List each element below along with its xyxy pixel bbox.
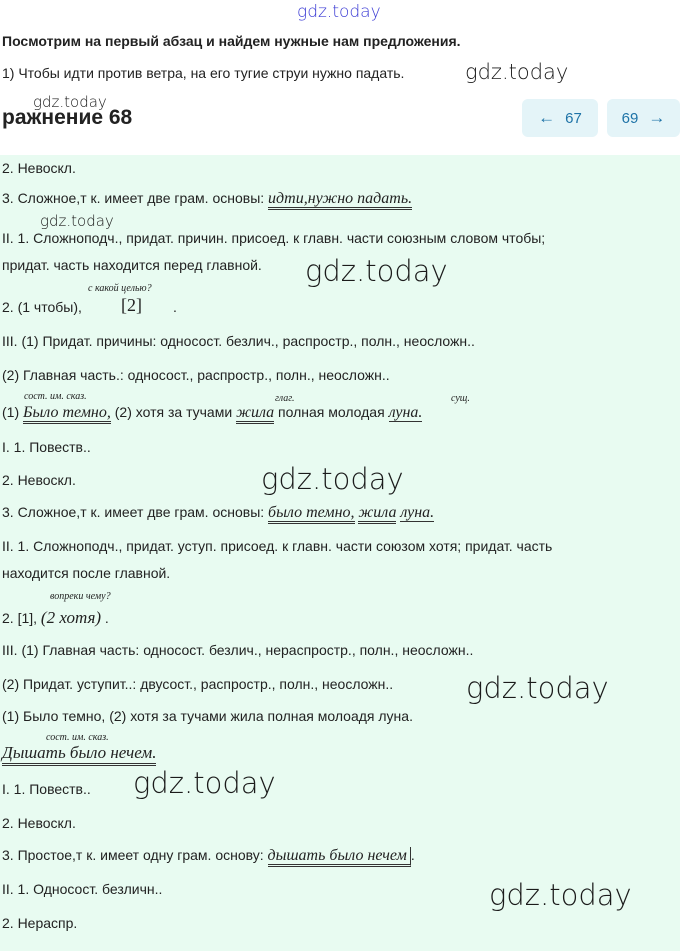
- scheme-prefix: 2. [1],: [2, 610, 38, 626]
- grammar-basis: было темно,: [268, 504, 354, 524]
- arrow-left-icon: ←: [538, 108, 556, 127]
- line-prefix: 3. Сложное,т к. имеет две грам. основы:: [2, 504, 265, 520]
- text-line: I. 1. Повеств..: [2, 439, 91, 455]
- watermark: gdz.today: [466, 671, 609, 705]
- watermark: gdz.today: [40, 212, 114, 230]
- scheme-line: [2, 299, 82, 315]
- watermark: gdz.today: [489, 878, 632, 912]
- predicate: жила: [236, 404, 274, 424]
- text-line: III. (1) Главная часть: односост. безлич., нераспростр., полн., неосложн..: [2, 642, 474, 658]
- text-line: придат. часть находится перед главной.: [2, 257, 262, 273]
- text-line: [2, 847, 415, 865]
- line-end: .: [410, 847, 415, 863]
- scheme-end: .: [104, 610, 109, 626]
- text-line: I. 1. Повеств..: [2, 781, 91, 797]
- scheme-end: .: [173, 299, 177, 315]
- prev-exercise-button[interactable]: [522, 99, 598, 137]
- grammar-basis: нужно падать.: [308, 190, 412, 210]
- text-line: 2. Невоскл.: [2, 160, 76, 176]
- scheme-line: [2, 608, 109, 628]
- subject: луна.: [388, 404, 423, 421]
- text-line: (1) Было темно, (2) хотя за тучами жила полная молоадя луна.: [2, 708, 413, 724]
- text-line: 2. Нераспр.: [2, 915, 78, 931]
- question-label: вопреки чему?: [50, 591, 111, 602]
- text-line: 2. Невоскл.: [2, 815, 76, 831]
- watermark-top: gdz.today: [297, 2, 381, 22]
- text-line: II. 1. Сложноподч., придат. уступ. присоед. к главн. части союзом хотя; придат. часть: [2, 538, 553, 554]
- scheme-main: (2 хотя): [40, 608, 102, 627]
- text-line: [2, 504, 434, 522]
- text-line: находится после главной.: [2, 565, 171, 581]
- grammar-basis: луна.: [400, 504, 435, 521]
- text-line: (2) Придат. уступит..: двусост., распростр., полн., неосложн..: [2, 676, 394, 692]
- prev-exercise-label: 67: [565, 109, 582, 127]
- text-line: II. 1. Односост. безличн..: [2, 881, 163, 897]
- text-line: III. (1) Придат. причины: односост. безлич., распростр., полн., неосложн..: [2, 333, 475, 349]
- exercise-title: ражнение 68: [2, 106, 133, 129]
- grammar-basis: жила: [358, 504, 396, 524]
- intro-sentence: 1) Чтобы идти против ветра, на его тугие струи нужно падать.: [2, 65, 405, 81]
- annotated-sentence: Дышать было нечем.: [2, 743, 156, 766]
- watermark: gdz.today: [133, 766, 276, 800]
- text-line: [2, 190, 412, 208]
- predicate: Было темно,: [23, 404, 111, 424]
- annotated-sentence: [2, 404, 422, 422]
- word-label: сост. им. сказ.: [46, 732, 109, 743]
- line-prefix: 3. Сложное,т к. имеет две грам. основы:: [2, 190, 265, 206]
- sentence-part: (2) хотя за тучами: [114, 404, 233, 420]
- scheme-prefix: 2. (1 чтобы),: [2, 299, 82, 315]
- word-label: глаг.: [275, 393, 295, 404]
- word-label: сущ.: [451, 393, 470, 404]
- text-line: (2) Главная часть.: односост., распростр., полн., неосложн..: [2, 367, 390, 383]
- watermark: gdz.today: [261, 462, 404, 496]
- next-exercise-button[interactable]: [607, 99, 680, 137]
- word-label: сост. им. сказ.: [24, 391, 87, 402]
- sentence-part: полная молодая: [278, 404, 385, 420]
- text-line: II. 1. Сложноподч., придат. причин. присоед. к главн. части союзным словом чтобы;: [2, 230, 546, 246]
- scheme-main: [2]: [121, 295, 142, 315]
- next-exercise-label: 69: [621, 109, 639, 127]
- question-label: с какой целью?: [88, 283, 152, 294]
- watermark: gdz.today: [305, 254, 448, 288]
- arrow-right-icon: →: [648, 108, 666, 127]
- watermark: gdz.today: [33, 93, 107, 111]
- grammar-basis: дышать было нечем: [268, 847, 411, 867]
- intro-heading: Посмотрим на первый абзац и найдем нужные нам предложения.: [2, 33, 461, 49]
- line-prefix: 3. Простое,т к. имеет одну грам. основу:: [2, 847, 264, 863]
- grammar-basis: идти,: [268, 190, 308, 210]
- text-line: 2. Невоскл.: [2, 472, 76, 488]
- sentence-prefix: (1): [2, 404, 20, 420]
- watermark: gdz.today: [465, 60, 569, 84]
